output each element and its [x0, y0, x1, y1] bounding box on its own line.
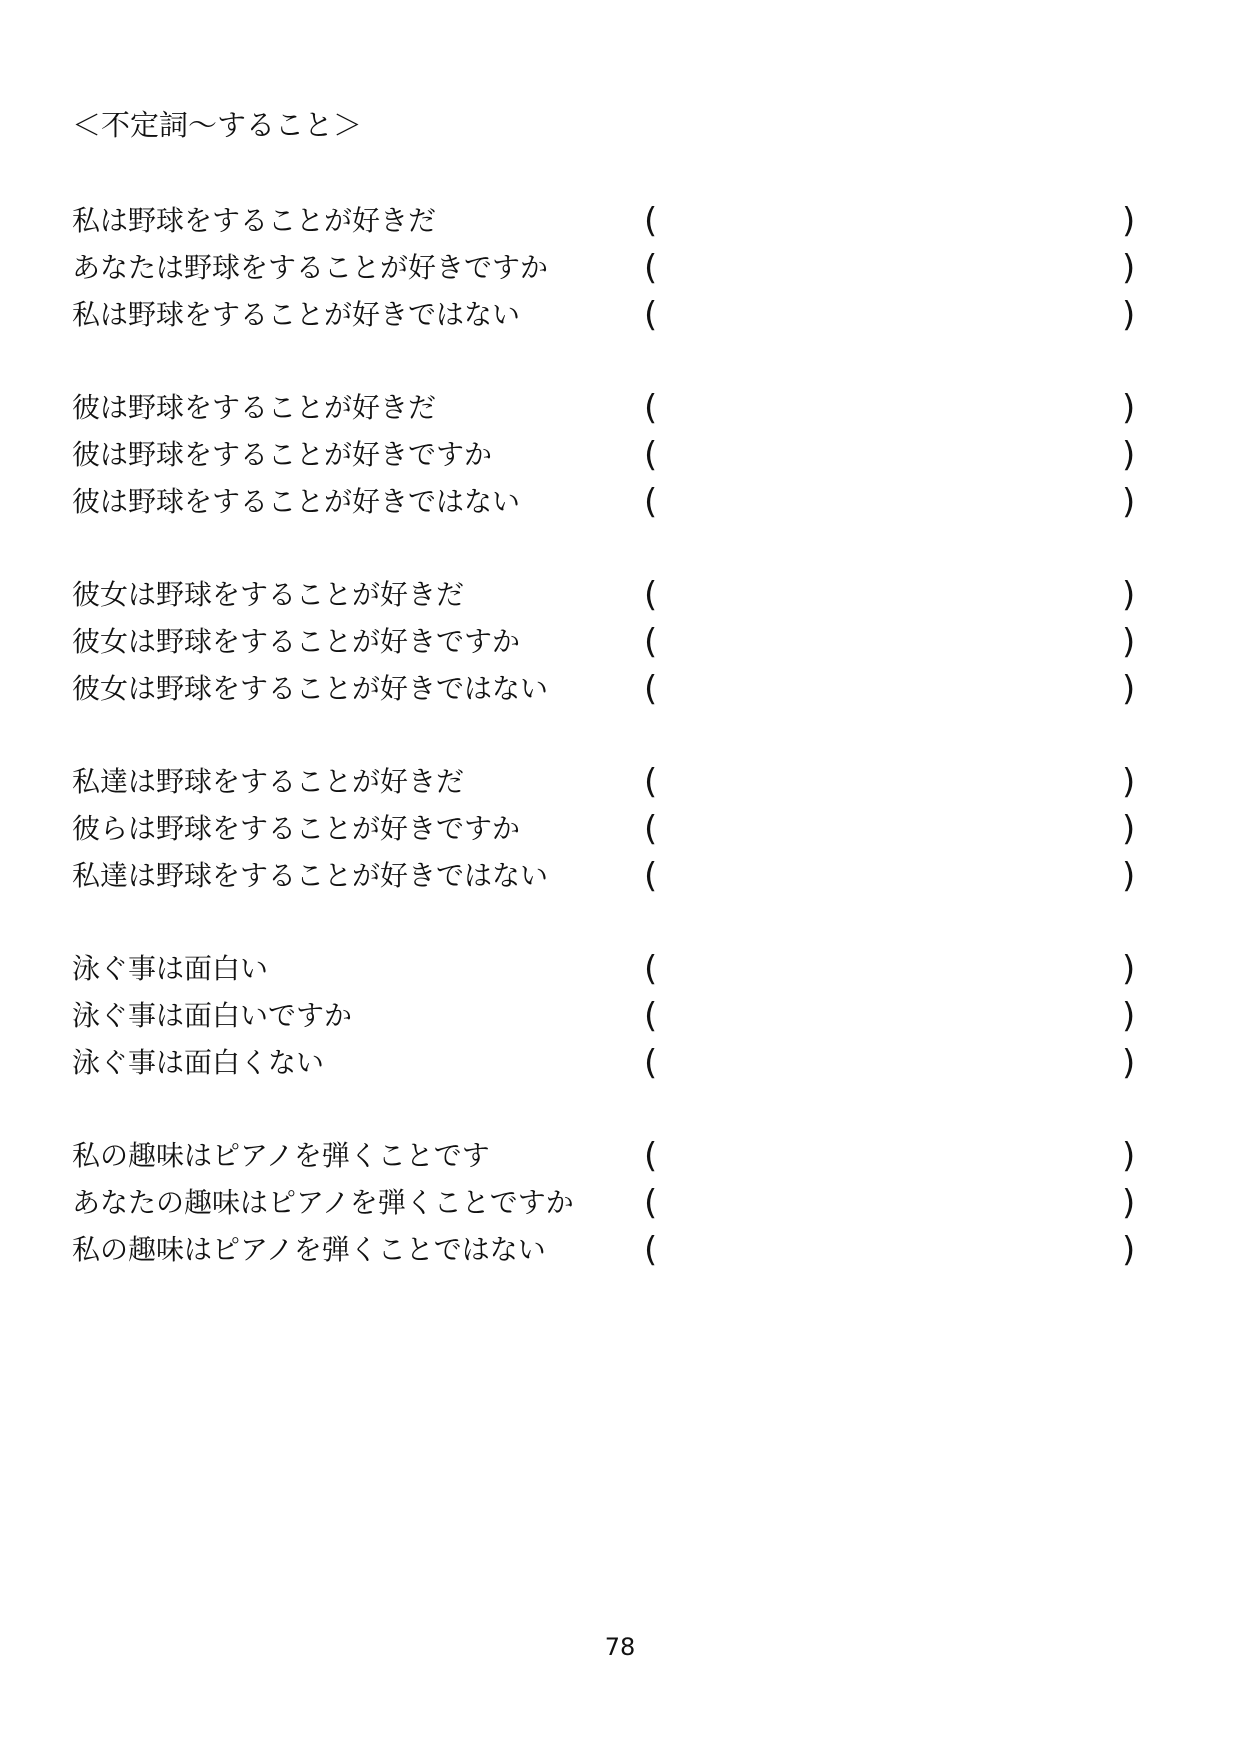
answer-blank[interactable]	[670, 578, 1110, 614]
close-paren: )	[1122, 201, 1136, 241]
open-paren: (	[644, 1043, 658, 1083]
close-paren: )	[1122, 295, 1136, 335]
exercise-row	[0, 1042, 1240, 1089]
open-paren: (	[644, 1230, 658, 1270]
close-paren: )	[1122, 1136, 1136, 1176]
sentence: 彼女は野球をすることが好きだ	[72, 578, 465, 611]
close-paren: )	[1122, 248, 1136, 288]
close-paren: )	[1122, 809, 1136, 849]
exercise-row	[0, 621, 1240, 668]
exercise-row	[0, 761, 1240, 808]
answer-blank[interactable]	[670, 672, 1110, 708]
exercise-group	[0, 200, 1240, 341]
open-paren: (	[644, 575, 658, 615]
exercise-row	[0, 1229, 1240, 1276]
exercise-group	[0, 761, 1240, 902]
answer-blank[interactable]	[670, 1186, 1110, 1222]
open-paren: (	[644, 1183, 658, 1223]
sentence: 私達は野球をすることが好きだ	[72, 765, 465, 798]
answer-blank[interactable]	[670, 1046, 1110, 1082]
exercise-row	[0, 481, 1240, 528]
close-paren: )	[1122, 762, 1136, 802]
close-paren: )	[1122, 482, 1136, 522]
open-paren: (	[644, 762, 658, 802]
sentence: あなたの趣味はピアノを弾くことですか	[72, 1186, 574, 1219]
sentence: 泳ぐ事は面白い	[72, 952, 269, 985]
answer-blank[interactable]	[670, 438, 1110, 474]
sentence: 彼は野球をすることが好きですか	[72, 438, 493, 471]
sentence: 彼らは野球をすることが好きですか	[72, 812, 521, 845]
open-paren: (	[644, 856, 658, 896]
close-paren: )	[1122, 575, 1136, 615]
exercise-row	[0, 808, 1240, 855]
exercise-row	[0, 247, 1240, 294]
open-paren: (	[644, 809, 658, 849]
sentence: 彼女は野球をすることが好きですか	[72, 625, 521, 658]
answer-blank[interactable]	[670, 765, 1110, 801]
open-paren: (	[644, 1136, 658, 1176]
open-paren: (	[644, 949, 658, 989]
exercise-row	[0, 668, 1240, 715]
answer-blank[interactable]	[670, 859, 1110, 895]
sentence: 泳ぐ事は面白くない	[72, 1046, 325, 1079]
open-paren: (	[644, 435, 658, 475]
sentence: 私は野球をすることが好きではない	[72, 298, 521, 331]
open-paren: (	[644, 996, 658, 1036]
close-paren: )	[1122, 388, 1136, 428]
exercise-row	[0, 434, 1240, 481]
exercise-group	[0, 948, 1240, 1089]
answer-blank[interactable]	[670, 1139, 1110, 1175]
exercise-row	[0, 1182, 1240, 1229]
close-paren: )	[1122, 622, 1136, 662]
page-number: 78	[604, 1633, 636, 1661]
open-paren: (	[644, 482, 658, 522]
sentence: あなたは野球をすることが好きですか	[72, 251, 549, 284]
exercise-group	[0, 1135, 1240, 1276]
page-title: ＜不定詞〜すること＞	[72, 108, 363, 142]
exercise-row	[0, 948, 1240, 995]
sentence: 私の趣味はピアノを弾くことではない	[72, 1233, 546, 1266]
open-paren: (	[644, 248, 658, 288]
exercise-list	[0, 200, 1240, 1322]
exercise-row	[0, 855, 1240, 902]
answer-blank[interactable]	[670, 999, 1110, 1035]
close-paren: )	[1122, 949, 1136, 989]
open-paren: (	[644, 295, 658, 335]
exercise-row	[0, 1135, 1240, 1182]
exercise-row	[0, 387, 1240, 434]
exercise-group	[0, 387, 1240, 528]
answer-blank[interactable]	[670, 952, 1110, 988]
answer-blank[interactable]	[670, 204, 1110, 240]
open-paren: (	[644, 622, 658, 662]
answer-blank[interactable]	[670, 391, 1110, 427]
answer-blank[interactable]	[670, 485, 1110, 521]
close-paren: )	[1122, 996, 1136, 1036]
open-paren: (	[644, 388, 658, 428]
exercise-row	[0, 574, 1240, 621]
close-paren: )	[1122, 1230, 1136, 1270]
answer-blank[interactable]	[670, 625, 1110, 661]
sentence: 私は野球をすることが好きだ	[72, 204, 437, 237]
sentence: 彼女は野球をすることが好きではない	[72, 672, 549, 705]
close-paren: )	[1122, 1183, 1136, 1223]
exercise-row	[0, 200, 1240, 247]
sentence: 私達は野球をすることが好きではない	[72, 859, 549, 892]
sentence: 泳ぐ事は面白いですか	[72, 999, 353, 1032]
answer-blank[interactable]	[670, 1233, 1110, 1269]
close-paren: )	[1122, 435, 1136, 475]
exercise-row	[0, 294, 1240, 341]
sentence: 彼は野球をすることが好きだ	[72, 391, 437, 424]
exercise-row	[0, 995, 1240, 1042]
sentence: 彼は野球をすることが好きではない	[72, 485, 521, 518]
open-paren: (	[644, 201, 658, 241]
close-paren: )	[1122, 669, 1136, 709]
close-paren: )	[1122, 1043, 1136, 1083]
close-paren: )	[1122, 856, 1136, 896]
answer-blank[interactable]	[670, 812, 1110, 848]
answer-blank[interactable]	[670, 298, 1110, 334]
answer-blank[interactable]	[670, 251, 1110, 287]
exercise-group	[0, 574, 1240, 715]
sentence: 私の趣味はピアノを弾くことです	[72, 1139, 490, 1172]
open-paren: (	[644, 669, 658, 709]
